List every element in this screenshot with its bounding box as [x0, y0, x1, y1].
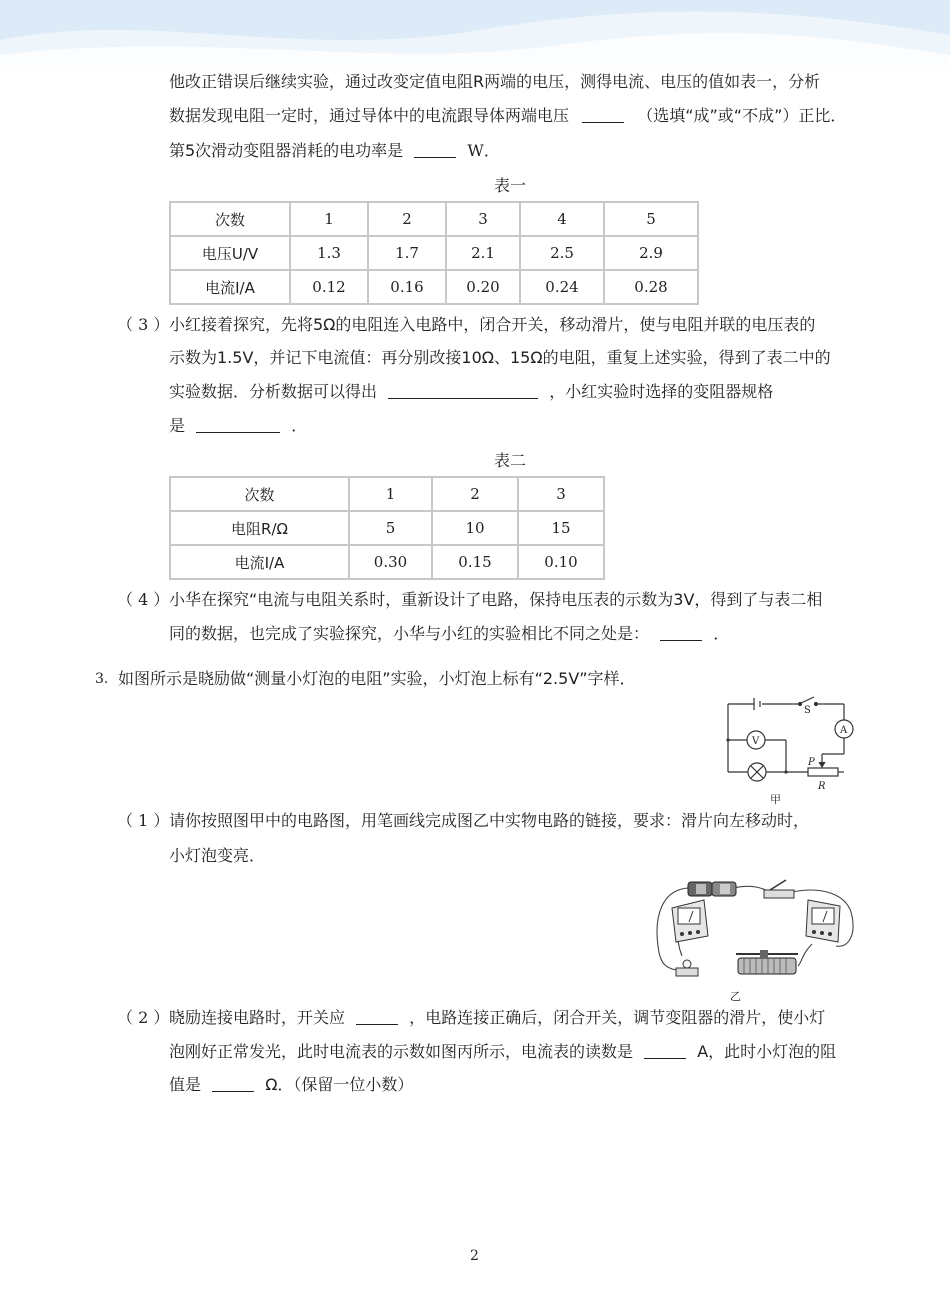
table2	[169, 476, 605, 580]
intro-line-3	[169, 140, 500, 162]
q3-line-4-tail: ．	[291, 416, 308, 435]
table-cell: 4	[520, 202, 604, 236]
intro-line-2-text: 数据发现电阻一定时，通过导体中的电流跟导体两端电压	[169, 106, 570, 125]
page-number: 2	[470, 1248, 479, 1264]
voltmeter-label: V	[752, 736, 760, 747]
q4-line-2-tail: ．	[713, 624, 730, 643]
q4-number: （ 4 ）	[117, 590, 170, 609]
q3-number: （ 3 ）	[117, 315, 170, 334]
table-cell: 1.7	[368, 236, 446, 270]
p3q2-line-2-tail: A，此时小灯泡的阻	[697, 1042, 837, 1061]
table-cell: 15	[518, 511, 604, 545]
table-cell: 0.10	[518, 545, 604, 579]
table-header-cell: 次数	[170, 202, 290, 236]
physical-circuit-yi	[652, 876, 858, 1004]
q4-line-2-text: 同的数据，也完成了实验探究，小华与小红的实验相比不同之处是：	[169, 624, 650, 643]
table-header-cell: 电阻R/Ω	[170, 511, 349, 545]
table-cell: 0.30	[349, 545, 432, 579]
table-cell: 0.28	[604, 270, 698, 304]
table-row	[170, 202, 698, 236]
table-cell: 1	[290, 202, 368, 236]
problem3-text: 如图所示是晓励做“测量小灯泡的电阻”实验，小灯泡上标有“2.5V”字样．	[118, 669, 636, 688]
table-cell: 10	[432, 511, 518, 545]
intro-line-1: 他改正错误后继续实验，通过改变定值电阻R两端的电压，测得电流、电压的值如表一，分析	[169, 72, 821, 91]
switch-label: S	[804, 705, 811, 716]
table-cell: 1	[349, 477, 432, 511]
table-header-cell: 电流I/A	[170, 270, 290, 304]
answer-blank[interactable]	[644, 1042, 686, 1059]
intro-line-3-unit: W．	[467, 141, 500, 160]
table-header-cell: 电流I/A	[170, 545, 349, 579]
answer-blank[interactable]	[196, 416, 280, 433]
header-wave-decoration	[0, 0, 950, 70]
table-cell: 2.9	[604, 236, 698, 270]
table-cell: 5	[349, 511, 432, 545]
figure-caption-yi: 乙	[730, 990, 741, 1003]
q3-line-3-tail: ，小红实验时选择的变阻器规格	[549, 382, 774, 401]
q4-line-1: 小华在探究“电流与电阻关系时，重新设计了电路，保持电压表的示数为3V，得到了与表二相	[169, 590, 823, 609]
q3-line-3-text: 实验数据．分析数据可以得出	[169, 382, 378, 401]
p3q2-line-3-tail: Ω．（保留一位小数）	[265, 1075, 414, 1094]
table-cell: 3	[518, 477, 604, 511]
circuit-diagram-jia	[720, 694, 860, 806]
p3q1-line-1: 请你按照图甲中的电路图，用笔画线完成图乙中实物电路的链接，要求：滑片向左移动时，	[169, 811, 810, 830]
table-cell: 0.24	[520, 270, 604, 304]
q3-line-4	[169, 415, 307, 437]
ammeter-label: A	[840, 725, 848, 736]
p3q2-line-3	[169, 1074, 413, 1096]
figure-caption-jia: 甲	[770, 793, 781, 806]
p3q2-line-1-tail: ，电路连接正确后，闭合开关，调节变阻器的滑片，使小灯	[409, 1008, 826, 1027]
answer-blank[interactable]	[356, 1008, 398, 1025]
p3q2-line-2	[169, 1041, 836, 1063]
p3q1-line-2: 小灯泡变亮．	[169, 846, 266, 865]
table-cell: 2.1	[446, 236, 520, 270]
table1-caption: 表一	[494, 176, 527, 195]
intro-line-2	[169, 105, 846, 127]
table-cell: 2.5	[520, 236, 604, 270]
table2-caption: 表二	[494, 451, 527, 470]
slider-label: P	[808, 757, 815, 768]
answer-blank[interactable]	[414, 141, 456, 158]
table-row	[170, 511, 604, 545]
q3-line-4-text: 是	[169, 416, 186, 435]
table-cell: 0.15	[432, 545, 518, 579]
p3q2-number: （ 2 ）	[117, 1008, 170, 1027]
table-row	[170, 236, 698, 270]
table-cell: 3	[446, 202, 520, 236]
intro-line-3-text: 第5次滑动变阻器消耗的电功率是	[169, 141, 404, 160]
table-cell: 0.20	[446, 270, 520, 304]
q3-line-3	[169, 381, 773, 403]
table-cell: 0.12	[290, 270, 368, 304]
p3q2-line-1	[169, 1007, 825, 1029]
table-cell: 2	[432, 477, 518, 511]
p3q2-line-2-text: 泡刚好正常发光，此时电流表的示数如图丙所示，电流表的读数是	[169, 1042, 634, 1061]
answer-blank[interactable]	[212, 1075, 254, 1092]
rheostat-label: R	[818, 781, 826, 792]
intro-line-2-tail: （选填“成”或“不成”）正比．	[637, 106, 847, 125]
answer-blank[interactable]	[660, 624, 702, 641]
answer-blank[interactable]	[388, 382, 538, 399]
p3q1-number: （ 1 ）	[117, 811, 170, 830]
table-row	[170, 270, 698, 304]
q3-line-2: 示数为1.5V，并记下电流值：再分别改接10Ω、15Ω的电阻，重复上述实验，得到了表二中的	[169, 348, 831, 367]
q3-line-1: 小红接着探究，先将5Ω的电阻连入电路中，闭合开关，移动滑片，使与电阻并联的电压表的	[169, 315, 816, 334]
problem3-number: 3.	[95, 671, 109, 687]
p3q2-line-3-text: 值是	[169, 1075, 202, 1094]
table-cell: 0.16	[368, 270, 446, 304]
q4-line-2	[169, 623, 729, 645]
table1	[169, 201, 699, 305]
p3q2-line-1-text: 晓励连接电路时，开关应	[169, 1008, 346, 1027]
answer-blank[interactable]	[582, 106, 624, 123]
table-row	[170, 545, 604, 579]
table-cell: 1.3	[290, 236, 368, 270]
table-header-cell: 电压U/V	[170, 236, 290, 270]
table-header-cell: 次数	[170, 477, 349, 511]
table-cell: 5	[604, 202, 698, 236]
table-row	[170, 477, 604, 511]
table-cell: 2	[368, 202, 446, 236]
